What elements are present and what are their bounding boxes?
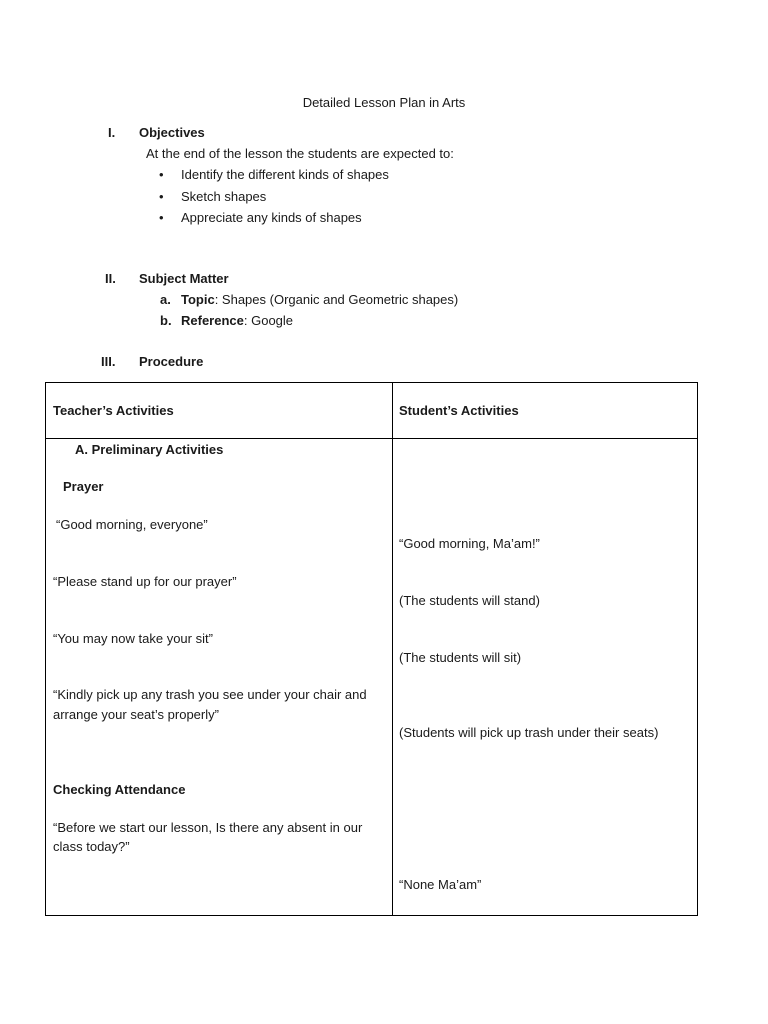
subject-matter-topic: a. Topic: Shapes (Organic and Geometric shapes) <box>160 292 459 307</box>
teacher-line: “Please stand up for our prayer” <box>53 574 237 589</box>
table-row <box>46 439 698 916</box>
objectives-heading: Objectives <box>139 125 205 140</box>
student-line: (The students will stand) <box>399 593 540 608</box>
procedure-heading: Procedure <box>139 354 204 369</box>
prayer-heading: Prayer <box>63 479 104 494</box>
bullet-icon: • <box>159 210 164 225</box>
student-line: (The students will sit) <box>399 650 522 665</box>
procedure-numeral: III. <box>101 354 116 369</box>
student-line: “Good morning, Ma’am!” <box>399 536 540 551</box>
teacher-line: “Before we start our lesson, Is there any absent in our <box>53 820 363 835</box>
document-title: Detailed Lesson Plan in Arts <box>302 95 466 110</box>
bullet-icon: • <box>159 167 164 182</box>
teacher-line: “Good morning, everyone” <box>56 517 208 532</box>
objectives-intro: At the end of the lesson the students are expected to: <box>146 146 454 161</box>
objectives-numeral: I. <box>108 125 116 140</box>
objective-item: • Sketch shapes <box>159 189 267 204</box>
subject-matter-numeral: II. <box>105 271 116 286</box>
bullet-icon: • <box>159 189 164 204</box>
teacher-line: class today?” <box>53 839 130 854</box>
student-activities-header: Student’s Activities <box>393 383 698 439</box>
objective-item: • Appreciate any kinds of shapes <box>159 210 362 225</box>
preliminary-activities-heading: A. Preliminary Activities <box>75 442 224 457</box>
objective-item: • Identify the different kinds of shapes <box>159 167 389 182</box>
table-header-row <box>46 383 698 439</box>
student-line: “None Ma’am” <box>399 877 482 892</box>
subject-matter-reference: b. Reference: Google <box>160 313 294 328</box>
subject-matter-heading: Subject Matter <box>139 271 229 286</box>
student-line: (Students will pick up trash under their seats) <box>399 725 659 740</box>
teacher-line: “Kindly pick up any trash you see under your chair and <box>53 687 367 702</box>
student-activities-cell <box>393 439 698 916</box>
teacher-activities-header: Teacher’s Activities <box>46 383 393 439</box>
teacher-line: “You may now take your sit” <box>53 631 213 646</box>
teacher-activities-cell <box>46 439 393 916</box>
procedure-table <box>45 382 698 916</box>
checking-attendance-heading: Checking Attendance <box>53 782 186 797</box>
teacher-line: arrange your seat’s properly” <box>53 707 219 722</box>
